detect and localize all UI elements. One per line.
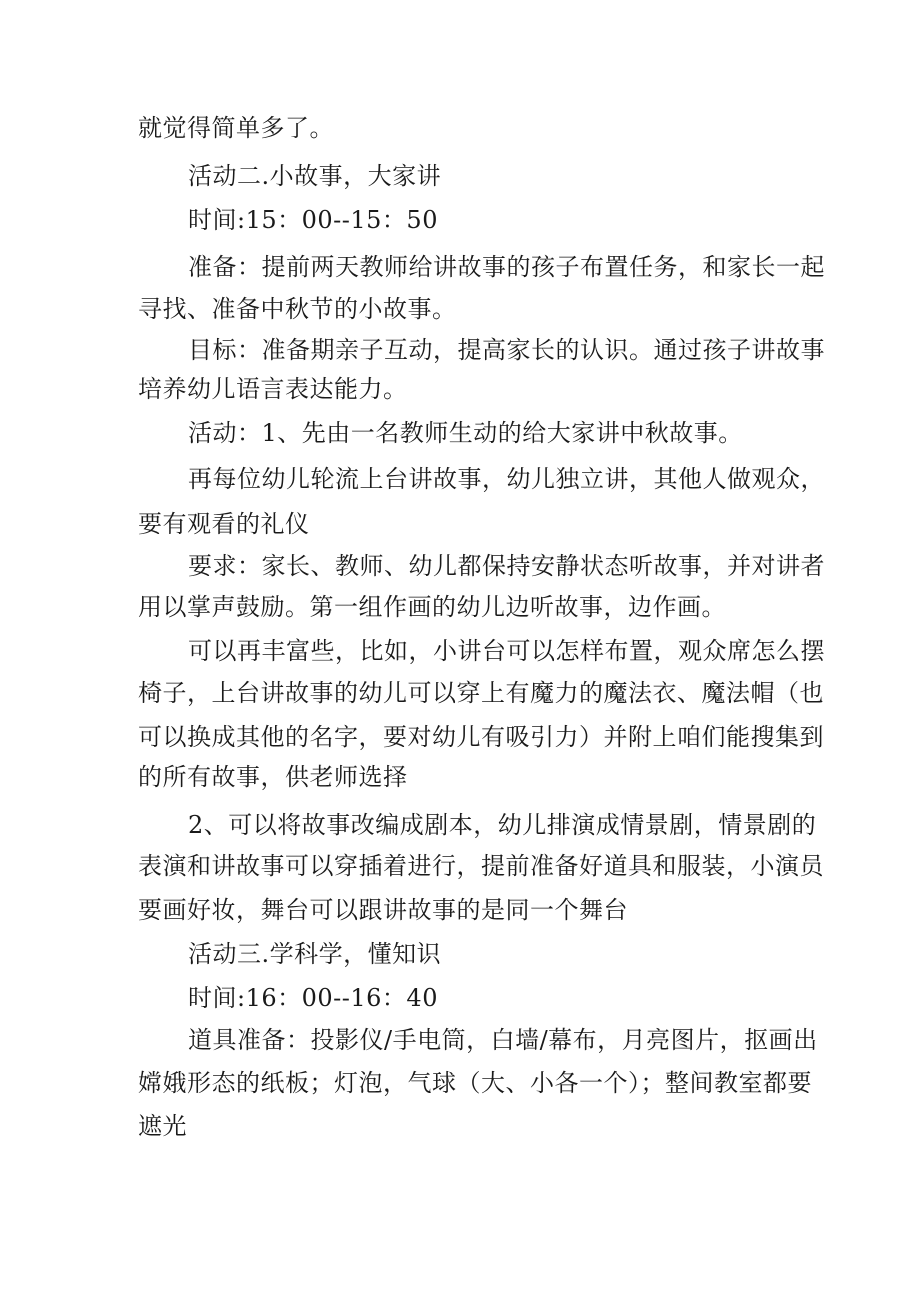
text-line: 再每位幼儿轮流上台讲故事，幼儿独立讲，其他人做观众，: [188, 465, 825, 493]
text-line: 遮光: [138, 1112, 187, 1140]
text-line: 培养幼儿语言表达能力。: [138, 375, 408, 403]
text-line-time: 时间:15：00--15：50: [188, 206, 438, 234]
text-line: 用以掌声鼓励。第一组作画的幼儿边听故事，边作画。: [138, 593, 726, 621]
text-line: 椅子，上台讲故事的幼儿可以穿上有魔力的魔法衣、魔法帽（也: [138, 679, 824, 707]
text-line: 2、可以将故事改编成剧本，幼儿排演成情景剧，情景剧的: [188, 811, 817, 839]
text-line-time: 时间:16：00--16：40: [188, 984, 438, 1012]
text-line: 目标：准备期亲子互动，提高家长的认识。通过孩子讲故事: [188, 336, 825, 364]
text-line: 表演和讲故事可以穿插着进行，提前准备好道具和服装，小演员: [138, 852, 824, 880]
section-heading-activity-three: 活动三.学科学，懂知识: [188, 940, 442, 968]
text-line: 嫦娥形态的纸板；灯泡，气球（大、小各一个）；整间教室都要: [138, 1069, 812, 1097]
text-line: 要有观看的礼仪: [138, 510, 310, 538]
text-line: 可以再丰富些，比如，小讲台可以怎样布置，观众席怎么摆: [188, 637, 825, 665]
text-line: 要求：家长、教师、幼儿都保持安静状态听故事，并对讲者: [188, 552, 825, 580]
text-line: 准备：提前两天教师给讲故事的孩子布置任务，和家长一起: [188, 253, 825, 281]
text-line: 的所有故事，供老师选择: [138, 763, 408, 791]
text-line: 就觉得简单多了。: [138, 114, 334, 142]
text-line: 寻找、准备中秋节的小故事。: [138, 295, 457, 323]
text-line: 道具准备：投影仪/手电筒，白墙/幕布，月亮图片，抠画出: [188, 1026, 818, 1054]
text-line: 要画好妆，舞台可以跟讲故事的是同一个舞台: [138, 896, 628, 924]
text-line: 可以换成其他的名字，要对幼儿有吸引力）并附上咱们能搜集到: [138, 723, 824, 751]
text-line: 活动：1、先由一名教师生动的给大家讲中秋故事。: [188, 419, 743, 447]
section-heading-activity-two: 活动二.小故事，大家讲: [188, 162, 442, 190]
